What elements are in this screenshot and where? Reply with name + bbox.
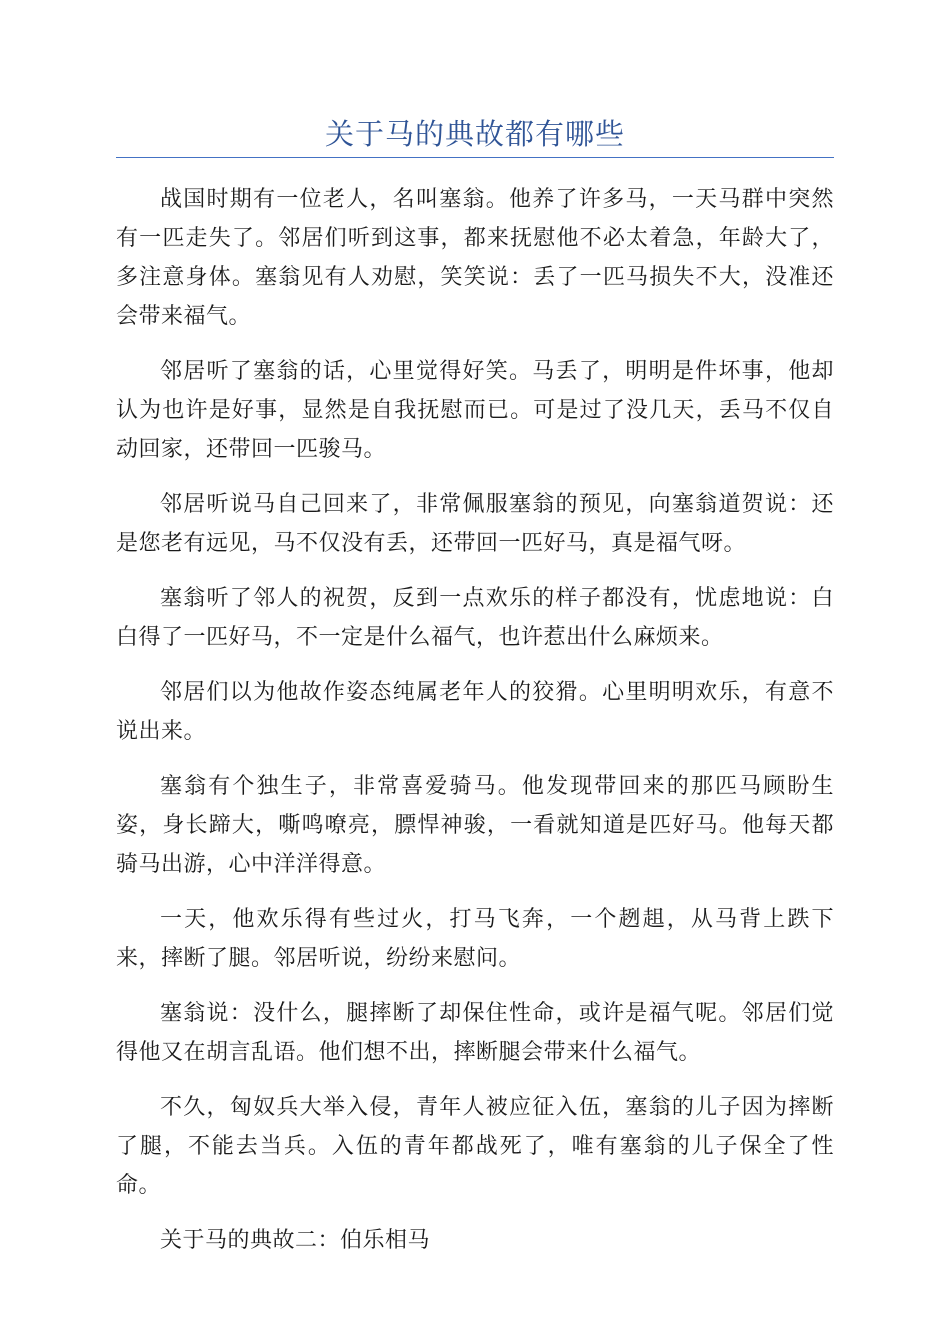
body-paragraph: 一天，他欢乐得有些过火，打马飞奔，一个趔趄，从马背上跌下来，摔断了腿。邻居听说，纷纷来慰问。 xyxy=(116,907,834,971)
body-paragraph: 邻居们以为他故作姿态纯属老年人的狡猾。心里明明欢乐，有意不说出来。 xyxy=(116,680,834,744)
section-heading-paragraph: 关于马的典故二：伯乐相马 xyxy=(160,1228,431,1253)
body-paragraph: 塞翁有个独生子，非常喜爱骑马。他发现带回来的那匹马顾盼生姿，身长蹄大，嘶鸣嘹亮，膘悍神骏，一看就知道是匹好马。他每天都骑马出游，心中洋洋得意。 xyxy=(116,774,834,877)
body-paragraph: 塞翁说：没什么，腿摔断了却保住性命，或许是福气呢。邻居们觉得他又在胡言乱语。他们想不出，摔断腿会带来什么福气。 xyxy=(116,1001,834,1065)
body-paragraph: 塞翁听了邻人的祝贺，反到一点欢乐的样子都没有，忧虑地说：白白得了一匹好马，不一定是什么福气，也许惹出什么麻烦来。 xyxy=(116,586,834,650)
body-paragraph: 邻居听了塞翁的话，心里觉得好笑。马丢了，明明是件坏事，他却认为也许是好事，显然是自我抚慰而已。可是过了没几天，丢马不仅自动回家，还带回一匹骏马。 xyxy=(116,359,834,462)
body-paragraph: 战国时期有一位老人，名叫塞翁。他养了许多马，一天马群中突然有一匹走失了。邻居们听到这事，都来抚慰他不必太着急，年龄大了，多注意身体。塞翁见有人劝慰，笑笑说：丢了一匹马损失不大，没准还会带来福气。 xyxy=(116,187,834,329)
document-title: 关于马的典故都有哪些 xyxy=(324,117,625,151)
title-underline xyxy=(116,157,834,158)
body-paragraph: 邻居听说马自己回来了，非常佩服塞翁的预见，向塞翁道贺说：还是您老有远见，马不仅没有丢，还带回一匹好马，真是福气呀。 xyxy=(116,492,834,556)
body-paragraph: 不久，匈奴兵大举入侵，青年人被应征入伍，塞翁的儿子因为摔断了腿，不能去当兵。入伍的青年都战死了，唯有塞翁的儿子保全了性命。 xyxy=(116,1095,834,1198)
